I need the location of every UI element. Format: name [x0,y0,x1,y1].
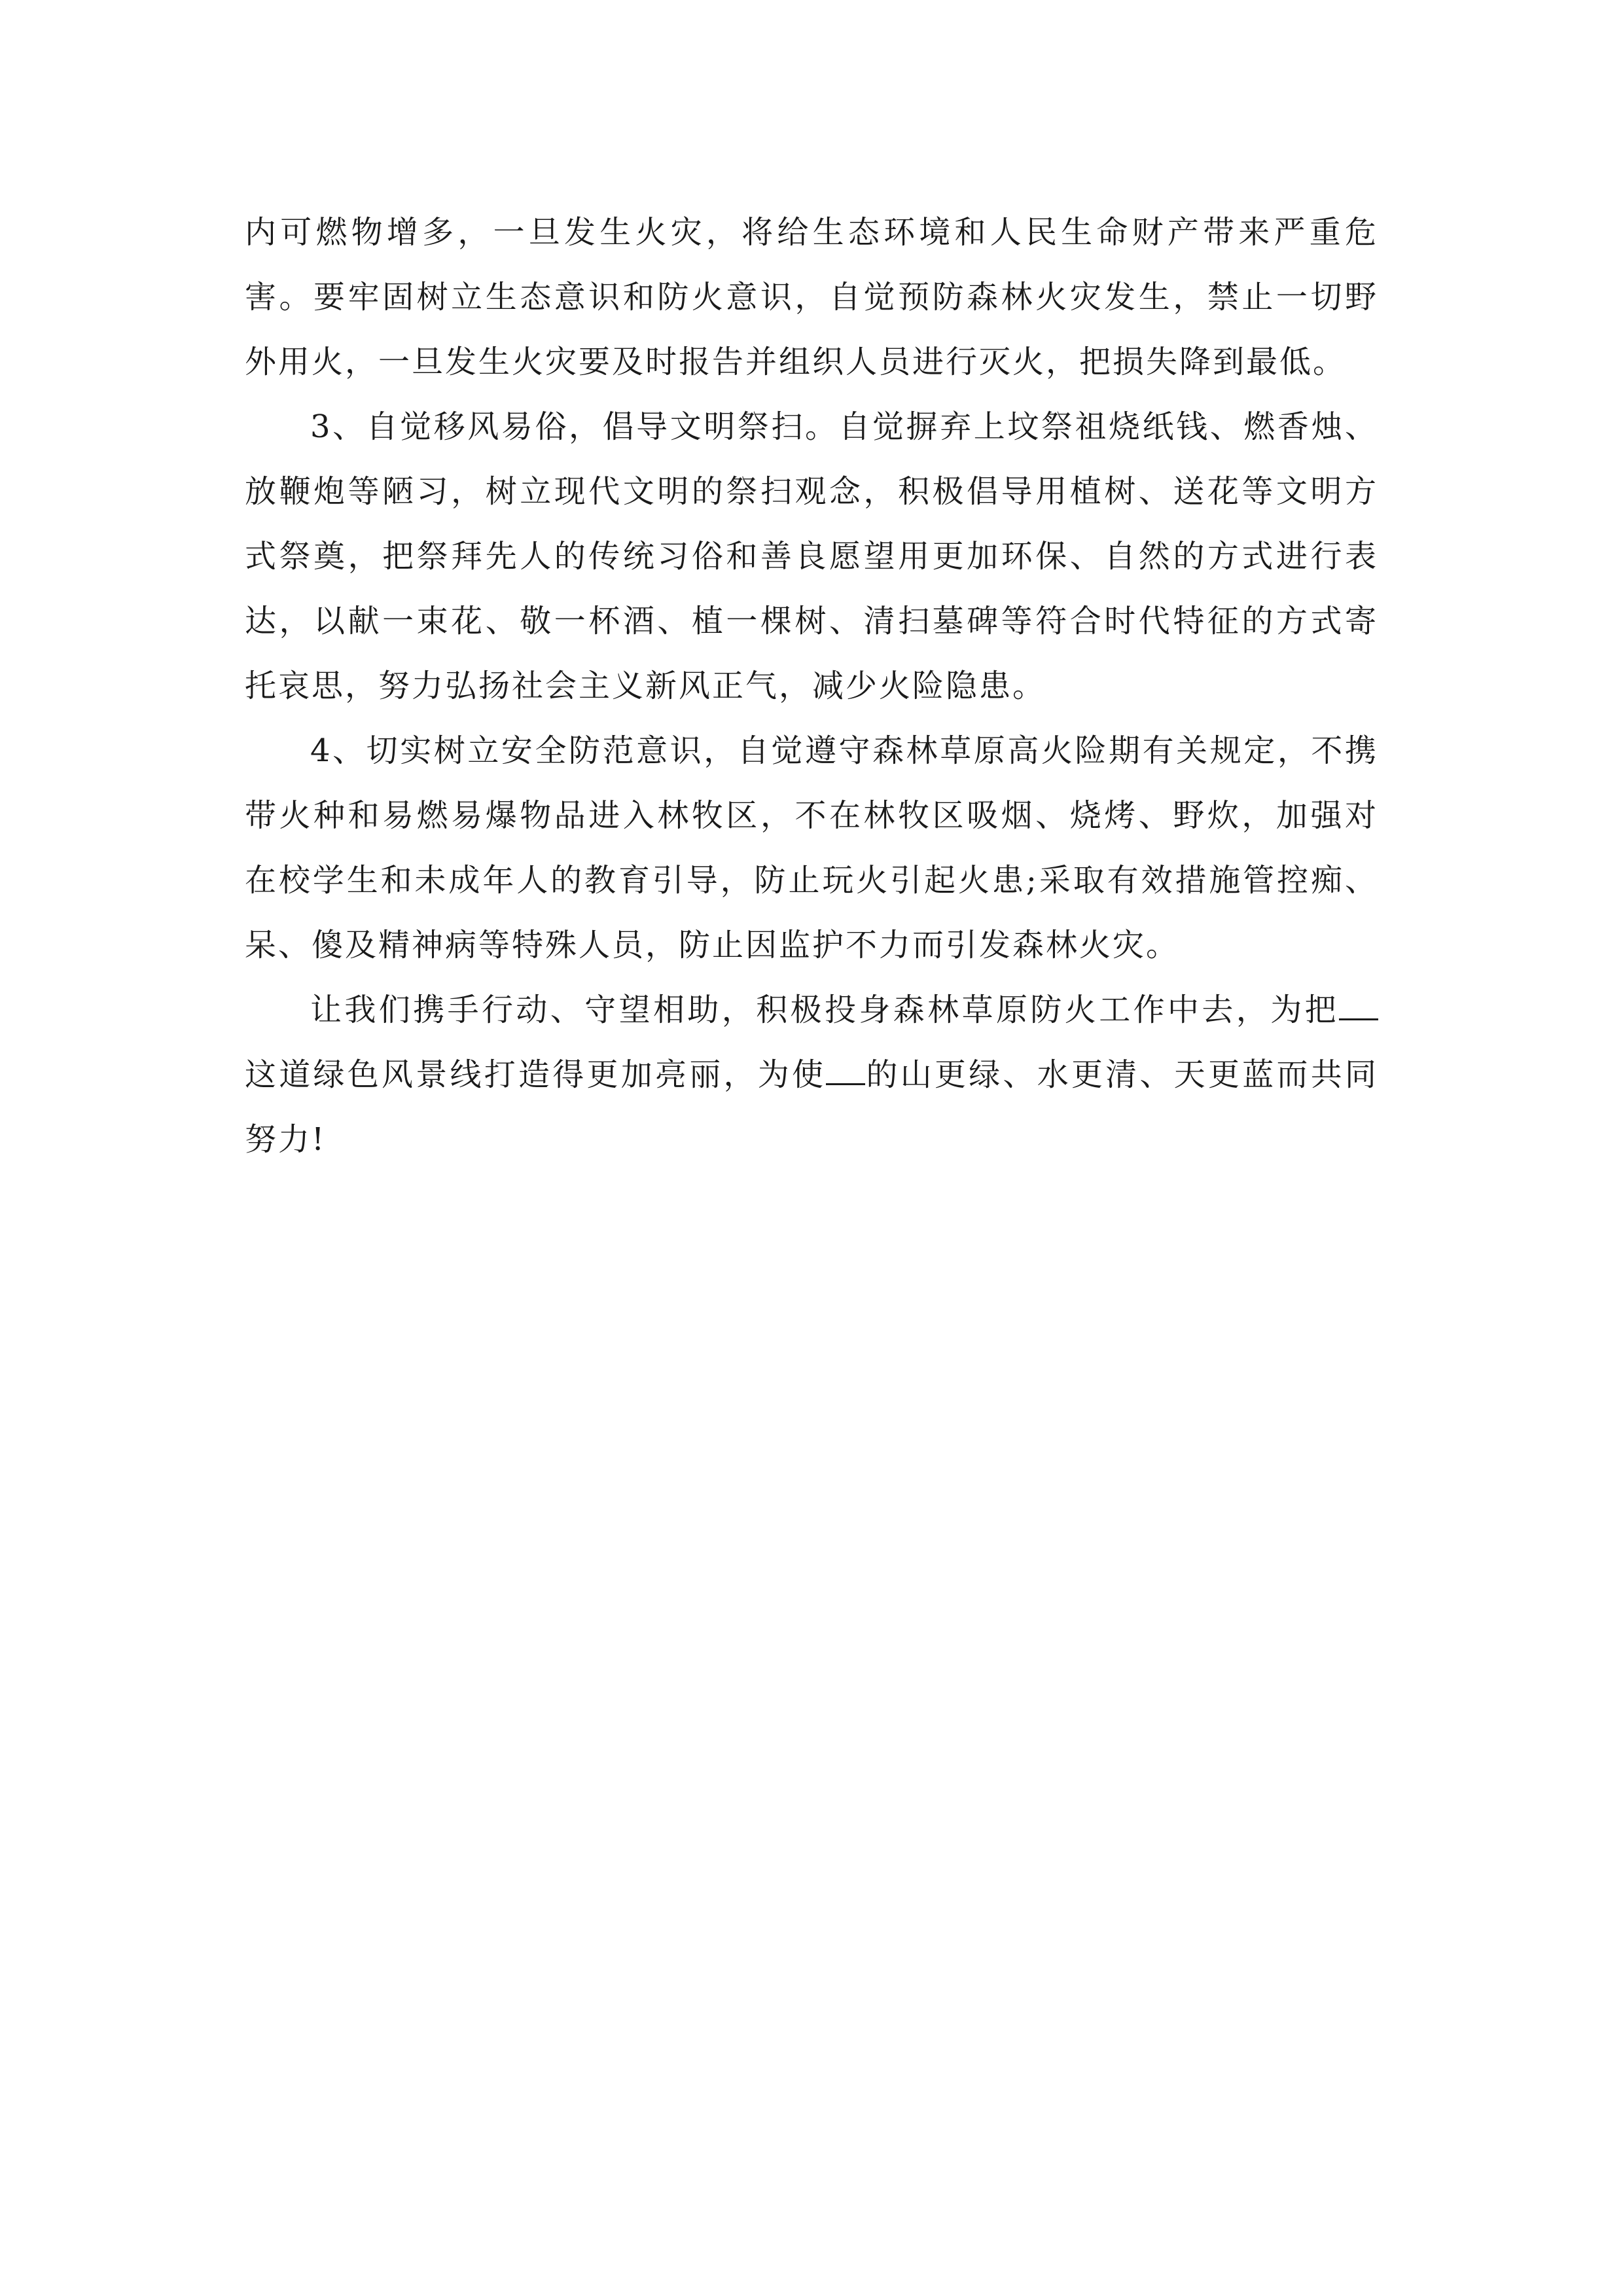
blank-placeholder-1 [1339,992,1378,1020]
paragraph-closing [245,978,1378,1172]
document-body [245,200,1378,1172]
closing-text-part2: 这道绿色风景线打造得更加亮丽，为使 [245,1056,827,1093]
closing-text-part3: 的山更绿、水更清、天更蓝而共同努力! [245,1056,1378,1158]
closing-text-part1: 让我们携手行动、守望相助，积极投身森林草原防火工作中去，为把 [310,992,1339,1028]
paragraph-fire-risk: 内可燃物增多，一旦发生火灾，将给生态环境和人民生命财产带来严重危害。要牢固树立生态意识和防火意识，自觉预防森林火灾发生，禁止一切野外用火，一旦发生火灾要及时报告并组织人员进行灭火，把损失降到最低。 [245,214,1378,380]
paragraph-civilized-sweeping: 3、自觉移风易俗，倡导文明祭扫。自觉摒弃上坟祭祖烧纸钱、燃香烛、放鞭炮等陋习，树立现代文明的祭扫观念，积极倡导用植树、送花等文明方式祭奠，把祭拜先人的传统习俗和善良愿望用更加环保、自然的方式进行表达，以献一束花、敬一杯酒、植一棵树、清扫墓碑等符合时代特征的方式寄托哀思，努力弘扬社会主义新风正气，减少火险隐患。 [245,408,1378,704]
paragraph-safety-awareness: 4、切实树立安全防范意识，自觉遵守森林草原高火险期有关规定，不携带火种和易燃易爆物品进入林牧区，不在林牧区吸烟、烧烤、野炊，加强对在校学生和未成年人的教育引导，防止玩火引起火患;采取有效措施管控痴、呆、傻及精神病等特殊人员，防止因监护不力而引发森林火灾。 [245,732,1378,963]
blank-placeholder-2 [826,1057,865,1085]
